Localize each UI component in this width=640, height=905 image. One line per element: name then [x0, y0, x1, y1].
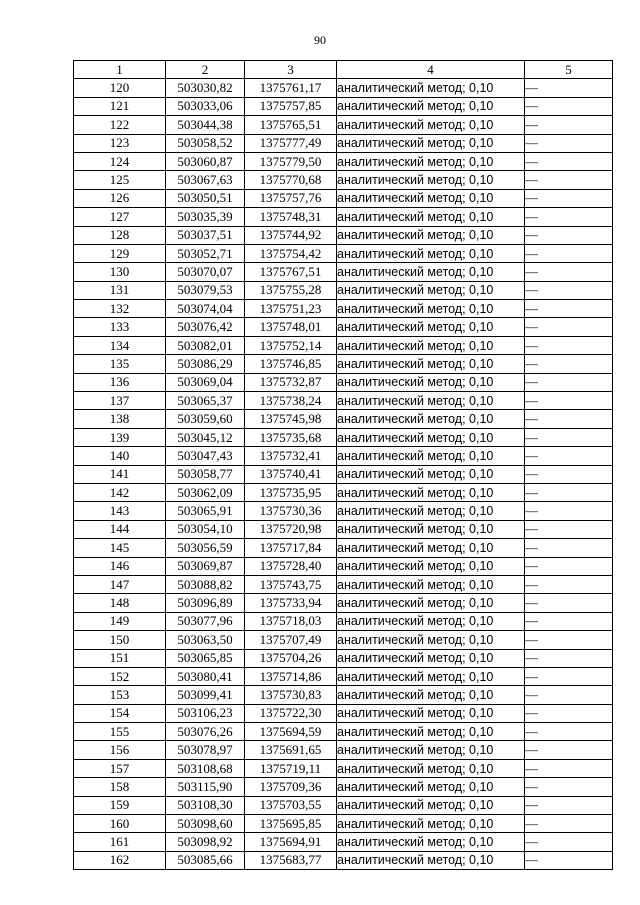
- table-row: [74, 465, 613, 483]
- description-cell: —: [525, 281, 613, 299]
- method-cell: аналитический метод; 0,10: [337, 336, 525, 354]
- x-coordinate-cell: 503067,63: [166, 171, 245, 189]
- y-coordinate-cell: 1375718,03: [245, 612, 337, 630]
- x-coordinate-cell: 503045,12: [166, 428, 245, 446]
- description-cell: —: [525, 851, 613, 869]
- point-number-cell: 121: [74, 97, 166, 115]
- method-cell: аналитический метод; 0,10: [337, 539, 525, 557]
- method-cell: аналитический метод; 0,10: [337, 152, 525, 170]
- x-coordinate-cell: 503099,41: [166, 686, 245, 704]
- y-coordinate-cell: 1375735,68: [245, 428, 337, 446]
- y-coordinate-cell: 1375695,85: [245, 815, 337, 833]
- table-row: [74, 539, 613, 557]
- y-coordinate-cell: 1375683,77: [245, 851, 337, 869]
- point-number-cell: 135: [74, 355, 166, 373]
- y-coordinate-cell: 1375694,59: [245, 723, 337, 741]
- x-coordinate-cell: 503054,10: [166, 520, 245, 538]
- y-coordinate-cell: 1375751,23: [245, 300, 337, 318]
- point-number-cell: 139: [74, 428, 166, 446]
- description-cell: —: [525, 208, 613, 226]
- point-number-cell: 127: [74, 208, 166, 226]
- table-row: [74, 483, 613, 501]
- point-number-cell: 125: [74, 171, 166, 189]
- description-cell: —: [525, 594, 613, 612]
- table-row: [74, 300, 613, 318]
- x-coordinate-cell: 503080,41: [166, 667, 245, 685]
- table-row: [74, 667, 613, 685]
- x-coordinate-cell: 503086,29: [166, 355, 245, 373]
- y-coordinate-cell: 1375691,65: [245, 741, 337, 759]
- x-coordinate-cell: 503065,37: [166, 392, 245, 410]
- point-number-cell: 143: [74, 502, 166, 520]
- x-coordinate-cell: 503078,97: [166, 741, 245, 759]
- method-cell: аналитический метод; 0,10: [337, 281, 525, 299]
- method-cell: аналитический метод; 0,10: [337, 502, 525, 520]
- y-coordinate-cell: 1375755,28: [245, 281, 337, 299]
- description-cell: —: [525, 631, 613, 649]
- point-number-cell: 155: [74, 723, 166, 741]
- description-cell: —: [525, 557, 613, 575]
- description-cell: —: [525, 318, 613, 336]
- x-coordinate-cell: 503030,82: [166, 79, 245, 97]
- point-number-cell: 146: [74, 557, 166, 575]
- table-row: [74, 741, 613, 759]
- description-cell: —: [525, 189, 613, 207]
- y-coordinate-cell: 1375720,98: [245, 520, 337, 538]
- point-number-cell: 157: [74, 759, 166, 777]
- point-number-cell: 156: [74, 741, 166, 759]
- description-cell: —: [525, 612, 613, 630]
- point-number-cell: 158: [74, 778, 166, 796]
- y-coordinate-cell: 1375732,41: [245, 447, 337, 465]
- table-row: [74, 686, 613, 704]
- y-coordinate-cell: 1375754,42: [245, 244, 337, 262]
- method-cell: аналитический метод; 0,10: [337, 134, 525, 152]
- y-coordinate-cell: 1375748,31: [245, 208, 337, 226]
- x-coordinate-cell: 503106,23: [166, 704, 245, 722]
- table-row: [74, 410, 613, 428]
- table-row: [74, 392, 613, 410]
- description-cell: —: [525, 502, 613, 520]
- table-row: [74, 594, 613, 612]
- x-coordinate-cell: 503077,96: [166, 612, 245, 630]
- point-number-cell: 136: [74, 373, 166, 391]
- y-coordinate-cell: 1375744,92: [245, 226, 337, 244]
- method-cell: аналитический метод; 0,10: [337, 575, 525, 593]
- table-row: [74, 631, 613, 649]
- y-coordinate-cell: 1375733,94: [245, 594, 337, 612]
- table-row: [74, 152, 613, 170]
- description-cell: —: [525, 723, 613, 741]
- point-number-cell: 129: [74, 244, 166, 262]
- x-coordinate-cell: 503069,87: [166, 557, 245, 575]
- description-cell: —: [525, 447, 613, 465]
- description-cell: —: [525, 539, 613, 557]
- point-number-cell: 128: [74, 226, 166, 244]
- method-cell: аналитический метод; 0,10: [337, 557, 525, 575]
- method-cell: аналитический метод; 0,10: [337, 226, 525, 244]
- method-cell: аналитический метод; 0,10: [337, 189, 525, 207]
- table-header-row: [74, 61, 613, 79]
- table-row: [74, 557, 613, 575]
- table-row: [74, 575, 613, 593]
- table-row: [74, 134, 613, 152]
- description-cell: —: [525, 704, 613, 722]
- y-coordinate-cell: 1375748,01: [245, 318, 337, 336]
- description-cell: —: [525, 686, 613, 704]
- description-cell: —: [525, 575, 613, 593]
- y-coordinate-cell: 1375752,14: [245, 336, 337, 354]
- table-row: [74, 428, 613, 446]
- point-number-cell: 145: [74, 539, 166, 557]
- column-header-1: 1: [74, 61, 166, 79]
- description-cell: —: [525, 759, 613, 777]
- table-row: [74, 759, 613, 777]
- method-cell: аналитический метод; 0,10: [337, 851, 525, 869]
- method-cell: аналитический метод; 0,10: [337, 263, 525, 281]
- table-row: [74, 833, 613, 851]
- table-row: [74, 281, 613, 299]
- description-cell: —: [525, 373, 613, 391]
- table-row: [74, 447, 613, 465]
- x-coordinate-cell: 503044,38: [166, 116, 245, 134]
- method-cell: аналитический метод; 0,10: [337, 815, 525, 833]
- point-number-cell: 123: [74, 134, 166, 152]
- table-row: [74, 796, 613, 814]
- point-number-cell: 152: [74, 667, 166, 685]
- point-number-cell: 150: [74, 631, 166, 649]
- method-cell: аналитический метод; 0,10: [337, 171, 525, 189]
- x-coordinate-cell: 503076,42: [166, 318, 245, 336]
- method-cell: аналитический метод; 0,10: [337, 447, 525, 465]
- description-cell: —: [525, 226, 613, 244]
- description-cell: —: [525, 796, 613, 814]
- y-coordinate-cell: 1375714,86: [245, 667, 337, 685]
- table-row: [74, 226, 613, 244]
- x-coordinate-cell: 503058,52: [166, 134, 245, 152]
- description-cell: —: [525, 833, 613, 851]
- method-cell: аналитический метод; 0,10: [337, 428, 525, 446]
- point-number-cell: 144: [74, 520, 166, 538]
- x-coordinate-cell: 503074,04: [166, 300, 245, 318]
- table-row: [74, 244, 613, 262]
- table-row: [74, 171, 613, 189]
- table-row: [74, 79, 613, 97]
- description-cell: —: [525, 244, 613, 262]
- x-coordinate-cell: 503076,26: [166, 723, 245, 741]
- description-cell: —: [525, 79, 613, 97]
- point-number-cell: 138: [74, 410, 166, 428]
- x-coordinate-cell: 503060,87: [166, 152, 245, 170]
- x-coordinate-cell: 503096,89: [166, 594, 245, 612]
- y-coordinate-cell: 1375694,91: [245, 833, 337, 851]
- description-cell: —: [525, 171, 613, 189]
- point-number-cell: 162: [74, 851, 166, 869]
- description-cell: —: [525, 741, 613, 759]
- table-row: [74, 704, 613, 722]
- method-cell: аналитический метод; 0,10: [337, 300, 525, 318]
- x-coordinate-cell: 503098,60: [166, 815, 245, 833]
- x-coordinate-cell: 503065,91: [166, 502, 245, 520]
- description-cell: —: [525, 355, 613, 373]
- description-cell: —: [525, 483, 613, 501]
- method-cell: аналитический метод; 0,10: [337, 483, 525, 501]
- x-coordinate-cell: 503088,82: [166, 575, 245, 593]
- table-row: [74, 189, 613, 207]
- method-cell: аналитический метод; 0,10: [337, 392, 525, 410]
- y-coordinate-cell: 1375730,36: [245, 502, 337, 520]
- description-cell: —: [525, 116, 613, 134]
- table-row: [74, 263, 613, 281]
- y-coordinate-cell: 1375732,87: [245, 373, 337, 391]
- x-coordinate-cell: 503062,09: [166, 483, 245, 501]
- method-cell: аналитический метод; 0,10: [337, 244, 525, 262]
- x-coordinate-cell: 503108,30: [166, 796, 245, 814]
- method-cell: аналитический метод; 0,10: [337, 649, 525, 667]
- point-number-cell: 147: [74, 575, 166, 593]
- x-coordinate-cell: 503058,77: [166, 465, 245, 483]
- y-coordinate-cell: 1375709,36: [245, 778, 337, 796]
- description-cell: —: [525, 152, 613, 170]
- method-cell: аналитический метод; 0,10: [337, 778, 525, 796]
- y-coordinate-cell: 1375767,51: [245, 263, 337, 281]
- method-cell: аналитический метод; 0,10: [337, 796, 525, 814]
- y-coordinate-cell: 1375740,41: [245, 465, 337, 483]
- point-number-cell: 148: [74, 594, 166, 612]
- point-number-cell: 149: [74, 612, 166, 630]
- x-coordinate-cell: 503056,59: [166, 539, 245, 557]
- y-coordinate-cell: 1375703,55: [245, 796, 337, 814]
- table-body: [74, 79, 613, 870]
- method-cell: аналитический метод; 0,10: [337, 79, 525, 97]
- y-coordinate-cell: 1375777,49: [245, 134, 337, 152]
- table-row: [74, 355, 613, 373]
- x-coordinate-cell: 503085,66: [166, 851, 245, 869]
- y-coordinate-cell: 1375735,95: [245, 483, 337, 501]
- method-cell: аналитический метод; 0,10: [337, 373, 525, 391]
- description-cell: —: [525, 520, 613, 538]
- description-cell: —: [525, 778, 613, 796]
- method-cell: аналитический метод; 0,10: [337, 686, 525, 704]
- x-coordinate-cell: 503033,06: [166, 97, 245, 115]
- table-row: [74, 208, 613, 226]
- method-cell: аналитический метод; 0,10: [337, 97, 525, 115]
- point-number-cell: 120: [74, 79, 166, 97]
- point-number-cell: 133: [74, 318, 166, 336]
- description-cell: —: [525, 263, 613, 281]
- point-number-cell: 124: [74, 152, 166, 170]
- coordinates-table: [73, 60, 613, 870]
- method-cell: аналитический метод; 0,10: [337, 594, 525, 612]
- point-number-cell: 153: [74, 686, 166, 704]
- description-cell: —: [525, 410, 613, 428]
- x-coordinate-cell: 503069,04: [166, 373, 245, 391]
- point-number-cell: 160: [74, 815, 166, 833]
- table-row: [74, 612, 613, 630]
- point-number-cell: 137: [74, 392, 166, 410]
- method-cell: аналитический метод; 0,10: [337, 723, 525, 741]
- table-row: [74, 723, 613, 741]
- method-cell: аналитический метод; 0,10: [337, 759, 525, 777]
- y-coordinate-cell: 1375722,30: [245, 704, 337, 722]
- description-cell: —: [525, 300, 613, 318]
- table-row: [74, 116, 613, 134]
- x-coordinate-cell: 503115,90: [166, 778, 245, 796]
- method-cell: аналитический метод; 0,10: [337, 631, 525, 649]
- point-number-cell: 134: [74, 336, 166, 354]
- method-cell: аналитический метод; 0,10: [337, 208, 525, 226]
- y-coordinate-cell: 1375717,84: [245, 539, 337, 557]
- method-cell: аналитический метод; 0,10: [337, 465, 525, 483]
- point-number-cell: 132: [74, 300, 166, 318]
- column-header-3: 3: [245, 61, 337, 79]
- table-row: [74, 502, 613, 520]
- y-coordinate-cell: 1375745,98: [245, 410, 337, 428]
- x-coordinate-cell: 503059,60: [166, 410, 245, 428]
- y-coordinate-cell: 1375779,50: [245, 152, 337, 170]
- point-number-cell: 154: [74, 704, 166, 722]
- description-cell: —: [525, 336, 613, 354]
- point-number-cell: 142: [74, 483, 166, 501]
- point-number-cell: 141: [74, 465, 166, 483]
- y-coordinate-cell: 1375746,85: [245, 355, 337, 373]
- y-coordinate-cell: 1375757,85: [245, 97, 337, 115]
- y-coordinate-cell: 1375738,24: [245, 392, 337, 410]
- method-cell: аналитический метод; 0,10: [337, 520, 525, 538]
- y-coordinate-cell: 1375743,75: [245, 575, 337, 593]
- description-cell: —: [525, 134, 613, 152]
- y-coordinate-cell: 1375719,11: [245, 759, 337, 777]
- point-number-cell: 131: [74, 281, 166, 299]
- page-number: 90: [314, 33, 326, 47]
- table-row: [74, 815, 613, 833]
- y-coordinate-cell: 1375730,83: [245, 686, 337, 704]
- table-row: [74, 318, 613, 336]
- y-coordinate-cell: 1375728,40: [245, 557, 337, 575]
- method-cell: аналитический метод; 0,10: [337, 410, 525, 428]
- y-coordinate-cell: 1375770,68: [245, 171, 337, 189]
- description-cell: —: [525, 428, 613, 446]
- description-cell: —: [525, 465, 613, 483]
- x-coordinate-cell: 503098,92: [166, 833, 245, 851]
- column-header-4: 4: [337, 61, 525, 79]
- table-row: [74, 336, 613, 354]
- method-cell: аналитический метод; 0,10: [337, 355, 525, 373]
- x-coordinate-cell: 503065,85: [166, 649, 245, 667]
- x-coordinate-cell: 503047,43: [166, 447, 245, 465]
- description-cell: —: [525, 667, 613, 685]
- description-cell: —: [525, 392, 613, 410]
- method-cell: аналитический метод; 0,10: [337, 318, 525, 336]
- description-cell: —: [525, 97, 613, 115]
- y-coordinate-cell: 1375704,26: [245, 649, 337, 667]
- y-coordinate-cell: 1375765,51: [245, 116, 337, 134]
- x-coordinate-cell: 503052,71: [166, 244, 245, 262]
- table-row: [74, 373, 613, 391]
- x-coordinate-cell: 503070,07: [166, 263, 245, 281]
- method-cell: аналитический метод; 0,10: [337, 833, 525, 851]
- column-header-5: 5: [525, 61, 613, 79]
- x-coordinate-cell: 503108,68: [166, 759, 245, 777]
- y-coordinate-cell: 1375761,17: [245, 79, 337, 97]
- point-number-cell: 130: [74, 263, 166, 281]
- table-row: [74, 851, 613, 869]
- x-coordinate-cell: 503035,39: [166, 208, 245, 226]
- method-cell: аналитический метод; 0,10: [337, 667, 525, 685]
- y-coordinate-cell: 1375757,76: [245, 189, 337, 207]
- method-cell: аналитический метод; 0,10: [337, 612, 525, 630]
- point-number-cell: 151: [74, 649, 166, 667]
- x-coordinate-cell: 503037,51: [166, 226, 245, 244]
- point-number-cell: 161: [74, 833, 166, 851]
- x-coordinate-cell: 503082,01: [166, 336, 245, 354]
- y-coordinate-cell: 1375707,49: [245, 631, 337, 649]
- point-number-cell: 122: [74, 116, 166, 134]
- method-cell: аналитический метод; 0,10: [337, 741, 525, 759]
- table-row: [74, 97, 613, 115]
- x-coordinate-cell: 503079,53: [166, 281, 245, 299]
- description-cell: —: [525, 649, 613, 667]
- x-coordinate-cell: 503063,50: [166, 631, 245, 649]
- point-number-cell: 140: [74, 447, 166, 465]
- column-header-2: 2: [166, 61, 245, 79]
- table-row: [74, 520, 613, 538]
- description-cell: —: [525, 815, 613, 833]
- method-cell: аналитический метод; 0,10: [337, 704, 525, 722]
- method-cell: аналитический метод; 0,10: [337, 116, 525, 134]
- point-number-cell: 159: [74, 796, 166, 814]
- x-coordinate-cell: 503050,51: [166, 189, 245, 207]
- point-number-cell: 126: [74, 189, 166, 207]
- table-row: [74, 649, 613, 667]
- table-row: [74, 778, 613, 796]
